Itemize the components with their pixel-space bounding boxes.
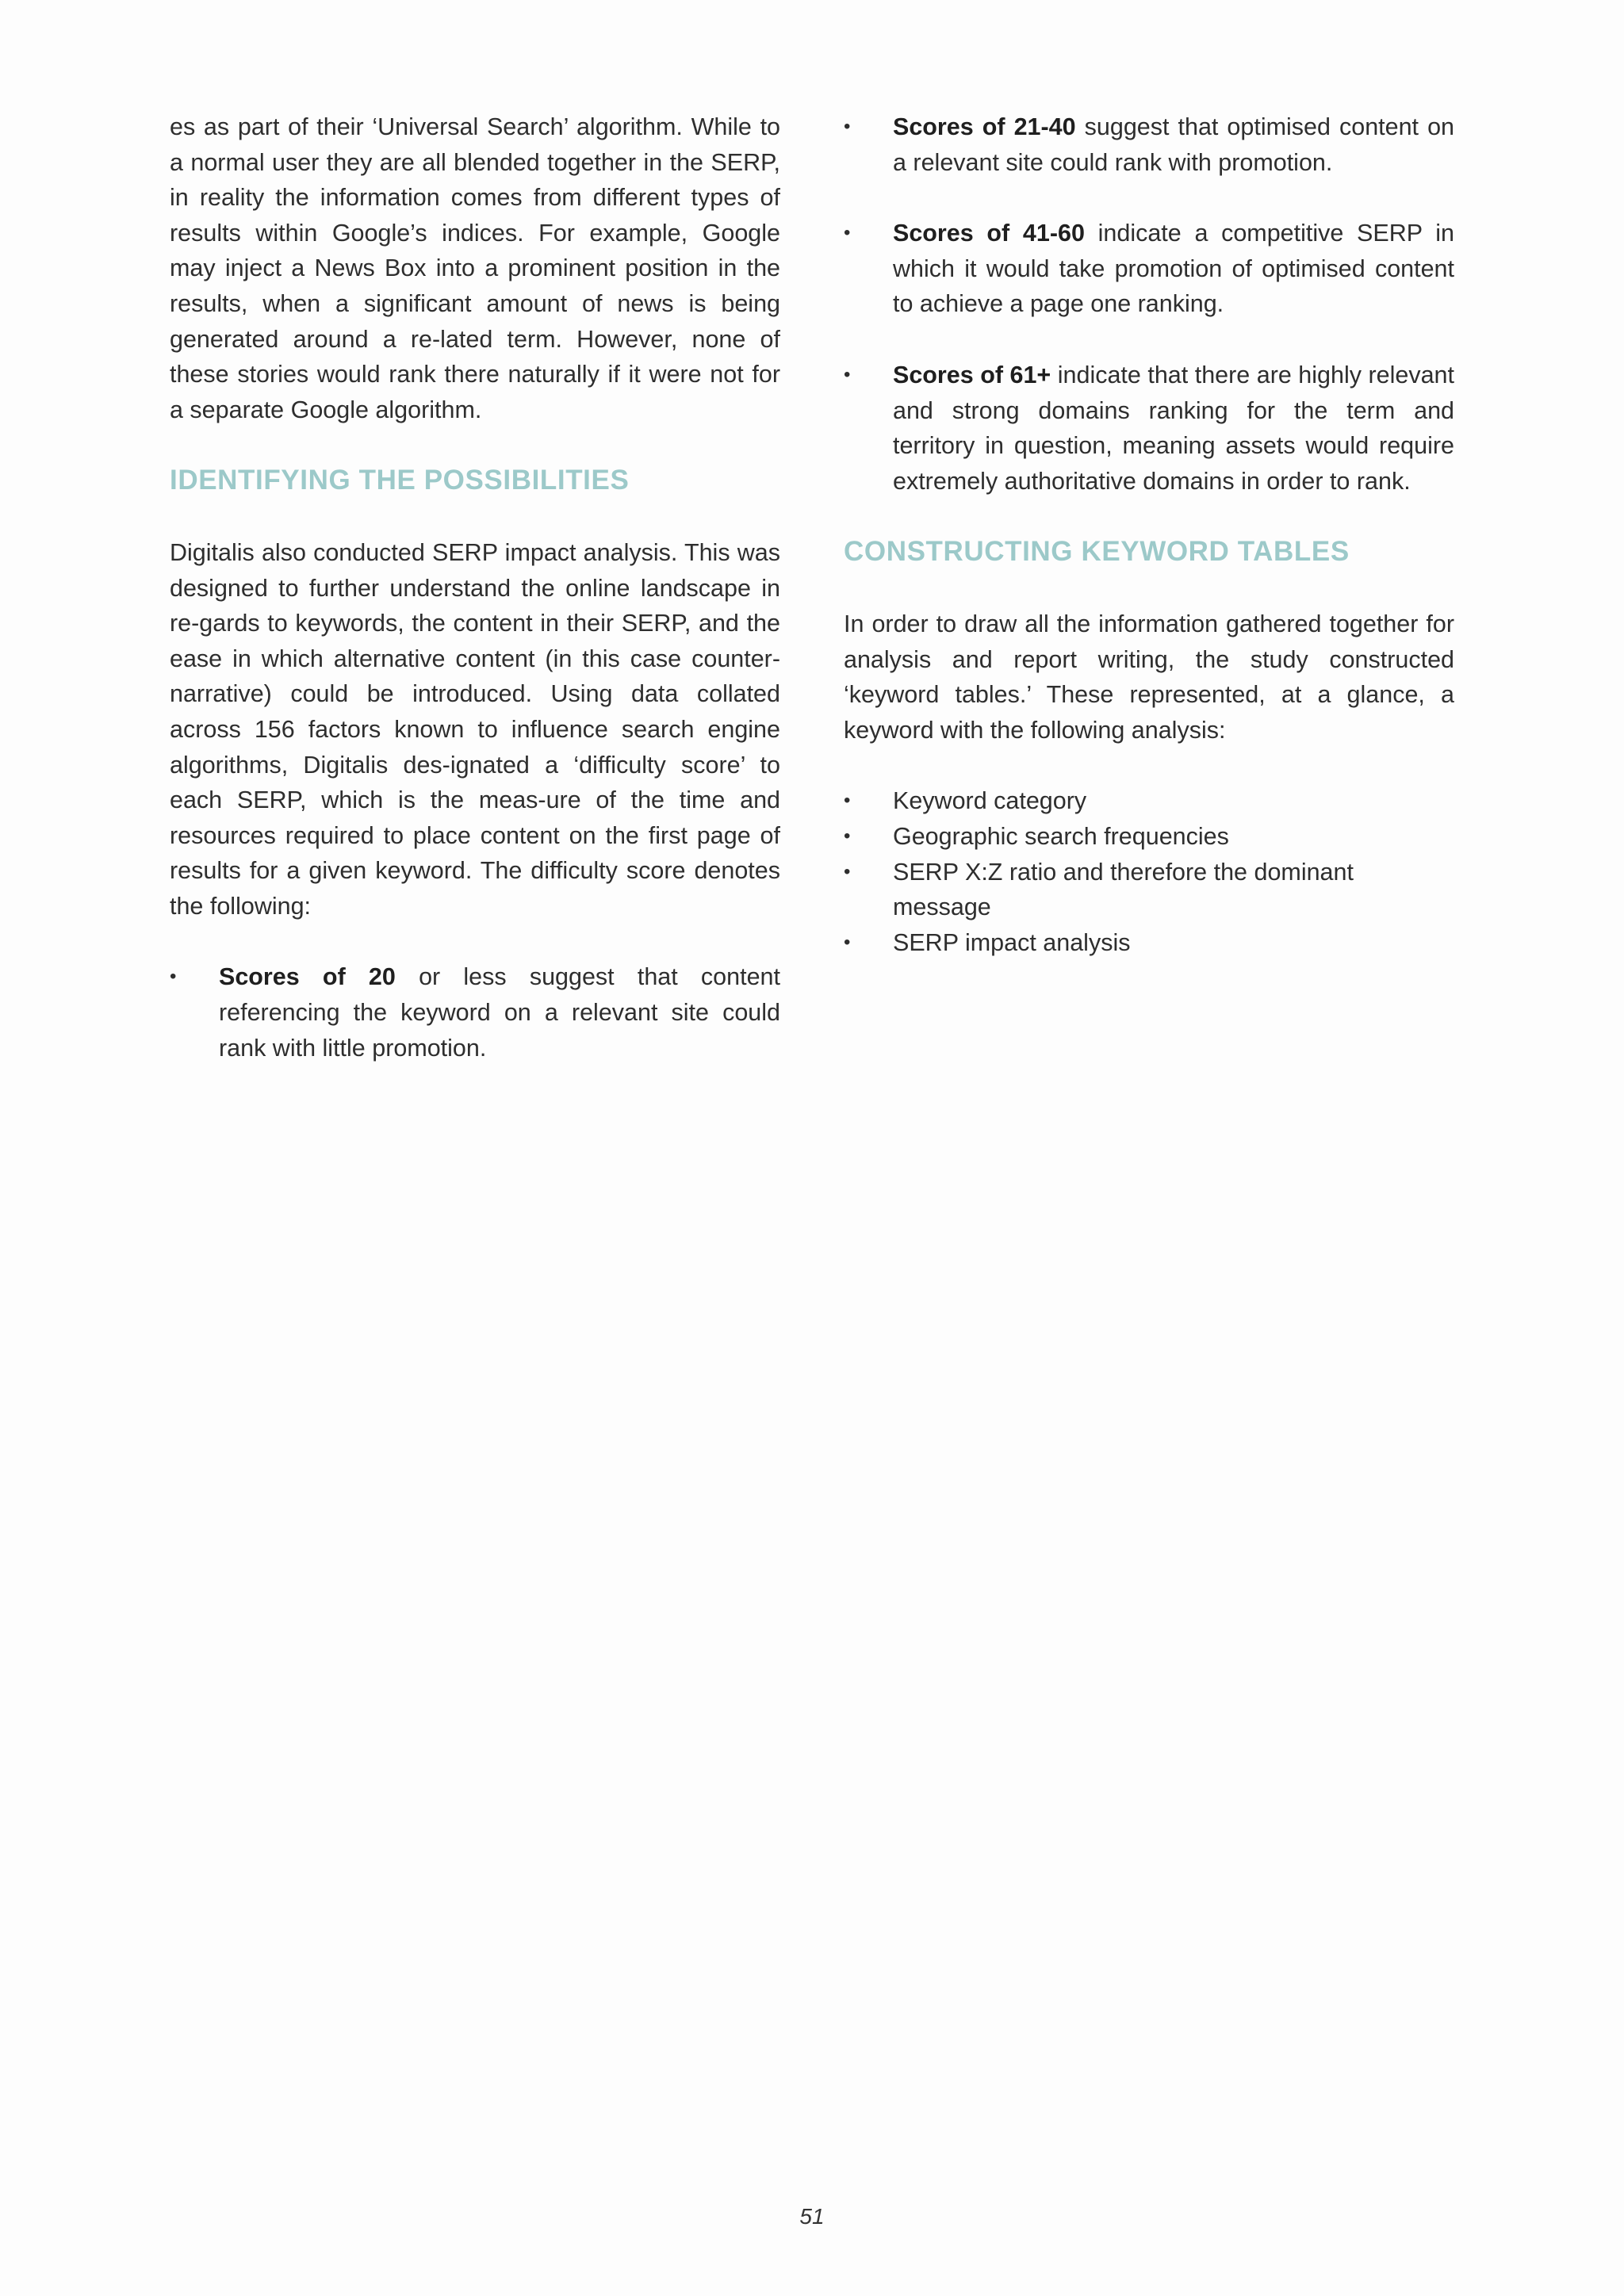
keyword-tables-paragraph: In order to draw all the information gathered together for analysis and report writing, the study constructed ‘keyword tables.’ These represented, at a glance, a keyword with the following analysis:	[844, 610, 1454, 744]
bullet-icon: •	[844, 825, 851, 847]
intro-paragraph: es as part of their ‘Universal Search’ algorithm. While to a normal user they are all blended together in the SERP, in reality the information comes from different types of results within Google’s indices. For example, Google may inject a News Box into a prominent position in the results, when a significant amount of news is being generated around a re-lated term. However, none of these stories would rank there naturally if it were not for a separate Google algorithm.	[170, 113, 780, 423]
list-item	[844, 819, 1454, 855]
keyword-analysis-list	[844, 783, 1454, 960]
serp-impact-paragraph: Digitalis also conducted SERP impact analysis. This was designed to further understand the online landscape in re-gards to keywords, the content in their SERP, and the ease in which alternative content (in this case counter-narrative) could be introduced. Using data collated across 156 factors known to influence search engine algorithms, Digitalis des-ignated a ‘difficulty score’ to each SERP, which is the meas-ure of the time and resources required to place content on the first page of results for a given keyword. The difficulty score denotes the following:	[170, 538, 780, 920]
bullet-icon: •	[844, 860, 851, 882]
bullet-icon: •	[844, 116, 851, 137]
score-description: or less suggest that content referencing the keyword on a relevant site could rank with little promotion.	[219, 963, 780, 1062]
list-item	[844, 109, 1454, 180]
score-description: suggest that optimised content on a relevant site could rank with promotion.	[893, 113, 1454, 176]
list-item	[844, 925, 1454, 961]
bullet-icon: •	[844, 363, 851, 385]
bullet-icon: •	[844, 931, 851, 953]
score-description: indicate a competitive SERP in which it would take promotion of optimised content to achieve a page one ranking.	[893, 220, 1454, 318]
list-item	[844, 358, 1454, 499]
analysis-item-label: SERP impact analysis	[893, 928, 1131, 956]
bullet-icon: •	[844, 790, 851, 812]
analysis-item-label: Geographic search frequencies	[893, 822, 1229, 850]
difficulty-score-list-left	[170, 959, 780, 1066]
right-column	[844, 109, 1454, 960]
section-heading-identifying-possibilities: IDENTIFYING THE POSSIBILITIES	[170, 465, 630, 496]
score-description: indicate that there are highly relevant and strong domains ranking for the term and territory in question, meaning assets would require extremely authoritative domains in order to rank.	[893, 361, 1454, 495]
analysis-item-label: SERP X:Z ratio and therefore the dominant message	[893, 858, 1354, 921]
page-number: 51	[799, 2204, 825, 2229]
list-item	[844, 216, 1454, 322]
list-item	[844, 783, 1454, 819]
left-column	[170, 109, 780, 1066]
score-range-label: Scores of 61+	[893, 361, 1051, 388]
difficulty-score-list-right	[844, 109, 1454, 499]
list-item	[170, 959, 780, 1066]
score-range-label: Scores of 21-40	[893, 113, 1076, 140]
section-heading-constructing-keyword-tables: CONSTRUCTING KEYWORD TABLES	[844, 536, 1350, 568]
bullet-icon: •	[844, 222, 851, 244]
analysis-item-label: Keyword category	[893, 787, 1087, 815]
score-range-label: Scores of 20	[219, 963, 396, 991]
score-range-label: Scores of 41-60	[893, 220, 1085, 247]
bullet-icon: •	[170, 966, 177, 988]
list-item	[844, 855, 1454, 925]
